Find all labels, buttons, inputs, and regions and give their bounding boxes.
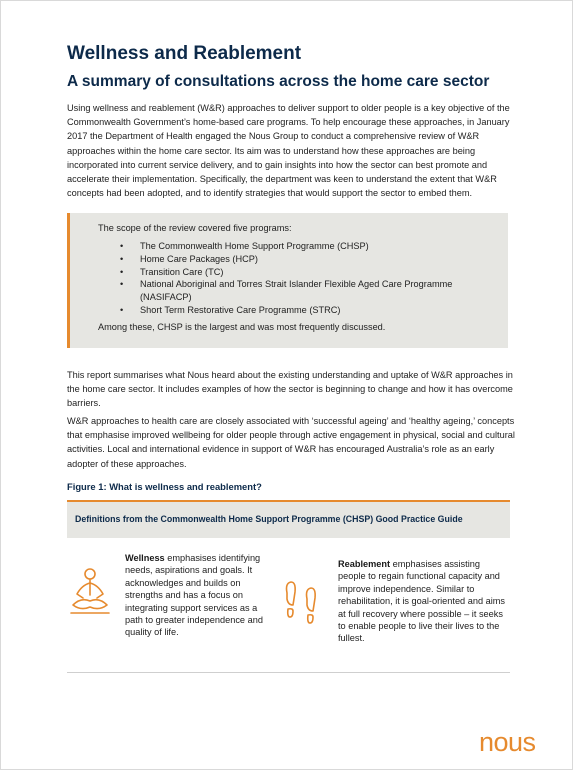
page-subtitle: A summary of consultations across the home care sector (67, 73, 490, 90)
wellness-text: emphasises identifying needs, aspirations and goals. It acknowledges and builds on strengths and has a focus on integrating support services as a path to greater independence and quality of life. (125, 553, 263, 638)
figure-header (67, 500, 510, 538)
nous-logo: nous (479, 727, 536, 757)
reablement-definition (338, 558, 508, 645)
wellness-definition (125, 552, 265, 639)
wellness-term: Wellness (125, 553, 165, 563)
program-list (120, 240, 490, 317)
reablement-term: Reablement (338, 559, 391, 569)
list-item: • The Commonwealth Home Support Programme (CHSP) (120, 240, 490, 253)
footprints-icon (279, 579, 323, 625)
approaches-paragraph: W&R approaches to health care are closely associated with ‘successful ageing’ and ‘healthy ageing,’ concepts that emphasise improved wellbeing for older people through active engagement in physical, social and cultural activities. Local and international evidence in support of W&R has encouraged Australia’s role as an early adopter of these approaches. (67, 416, 515, 469)
list-item: • Transition Care (TC) (120, 266, 490, 279)
list-item: • Home Care Packages (HCP) (120, 253, 490, 266)
scope-closing: Among these, CHSP is the largest and was most frequently discussed. (98, 322, 386, 332)
intro-paragraph: Using wellness and reablement (W&R) approaches to deliver support to older people is a key objective of the Commonwealth Government’s home-based care programs. To help encourage these approaches, in January 2017 the Department of Health engaged the Nous Group to conduct a comprehensive review of W&R approaches within the home care sector. Its aim was to understand how these approaches are being incorporated into current service delivery, and to gain insights into how the sector can best promote and accelerate their implementation. Specifically, the department was keen to understand the extent that W&R concepts had been adopted, and to identify strategies that would support the sector to embed them. (67, 103, 510, 199)
meditation-person-icon (69, 567, 111, 617)
scope-callout (67, 213, 508, 348)
scope-intro: The scope of the review covered five programs: (98, 223, 292, 233)
page-title: Wellness and Reablement (67, 43, 302, 64)
list-item: • Short Term Restorative Care Programme (STRC) (120, 304, 490, 317)
figure-header-text: Definitions from the Commonwealth Home Support Programme (CHSP) Good Practice Guide (75, 514, 463, 524)
list-item: • National Aboriginal and Torres Strait Islander Flexible Aged Care Programme (NASIFACP) (120, 278, 490, 304)
figure-caption: Figure 1: What is wellness and reablement? (67, 481, 262, 492)
report-paragraph: This report summarises what Nous heard about the existing understanding and uptake of W&R approaches in the home care sector. It includes examples of how the sector is beginning to change and how it has overcome barriers. (67, 370, 513, 409)
reablement-text: emphasises assisting people to regain functional capacity and improve independence. Similar to rehabilitation, it is goal-oriented and aims at full recovery where possible – it seeks to enable people to live their lives to the fullest. (338, 559, 505, 644)
divider (67, 672, 510, 673)
